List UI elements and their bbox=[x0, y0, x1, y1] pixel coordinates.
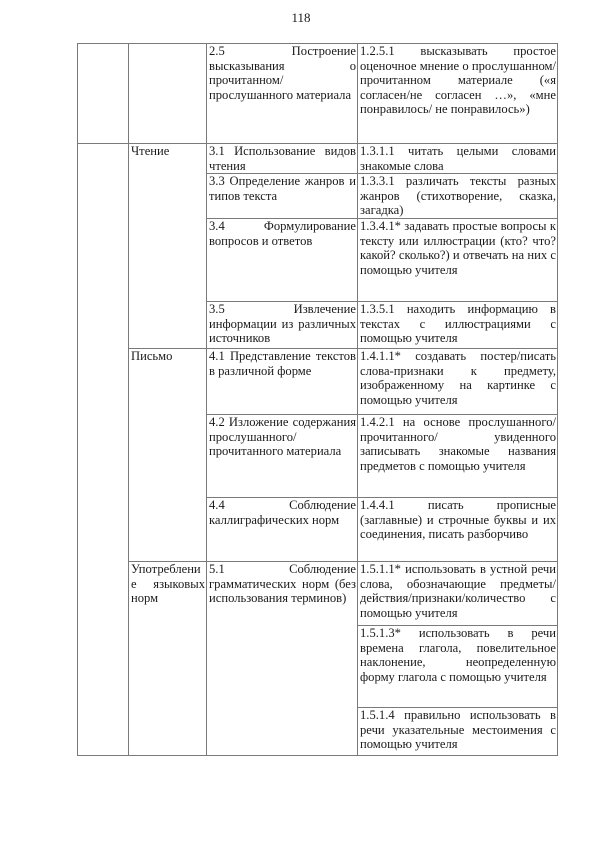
topic-cell: 4.4 Соблюдение каллиграфических норм bbox=[207, 498, 358, 562]
objective-cell: 1.4.4.1 писать прописные (заглавные) и строчные буквы и их соединения, писать разборчиво bbox=[358, 498, 558, 562]
objective-cell: 1.5.1.3* использовать в речи времена глагола, повелительное наклонение, неопределенную форму глагола с помощью учителя bbox=[358, 626, 558, 708]
section-cell: Употребление языковых норм bbox=[129, 562, 207, 756]
table-row bbox=[78, 562, 558, 626]
empty-cell bbox=[78, 144, 129, 756]
objective-cell: 1.4.1.1* создавать постер/писать слова-признаки к предмету, изображенному на картинке с помощью учителя bbox=[358, 349, 558, 415]
objective-cell: 1.3.4.1* задавать простые вопросы к тексту или иллюстрации (кто? что? какой? сколько?) и отвечать на них с помощью учителя bbox=[358, 219, 558, 302]
section-cell: Письмо bbox=[129, 349, 207, 562]
objective-cell: 1.2.5.1 высказывать простое оценочное мнение о прослушанном/прочитанном материале («я согласен/не согласен …», «мне понравилось/ не понравилось») bbox=[358, 44, 558, 144]
objective-cell: 1.3.3.1 различать тексты разных жанров (стихотворение, сказка, загадка) bbox=[358, 174, 558, 219]
objective-cell: 1.3.1.1 читать целыми словами знакомые слова bbox=[358, 144, 558, 174]
objective-cell: 1.5.1.1* использовать в устной речи слова, обозначающие предметы/действия/признаки/количество с помощью учителя bbox=[358, 562, 558, 626]
table-row bbox=[78, 144, 558, 174]
objective-cell: 1.5.1.4 правильно использовать в речи указательные местоимения с помощью учителя bbox=[358, 708, 558, 756]
empty-cell bbox=[78, 44, 129, 144]
topic-cell: 2.5 Построение высказывания о прочитанном/прослушанного материала bbox=[207, 44, 358, 144]
topic-cell: 3.5 Извлечение информации из различных источников bbox=[207, 302, 358, 349]
curriculum-table bbox=[77, 43, 558, 756]
topic-cell: 3.1 Использование видов чтения bbox=[207, 144, 358, 174]
page-number: 118 bbox=[291, 10, 311, 25]
table-row bbox=[78, 349, 558, 415]
table-row bbox=[78, 44, 558, 144]
topic-cell: 3.4 Формулирование вопросов и ответов bbox=[207, 219, 358, 302]
topic-cell: 4.1 Представление текстов в различной форме bbox=[207, 349, 358, 415]
objective-cell: 1.4.2.1 на основе прослушанного/ прочитанного/ увиденного записывать знакомые названия предметов с помощью учителя bbox=[358, 415, 558, 498]
topic-cell: 3.3 Определение жанров и типов текста bbox=[207, 174, 358, 219]
objective-cell: 1.3.5.1 находить информацию в текстах с иллюстрациями с помощью учителя bbox=[358, 302, 558, 349]
section-cell bbox=[129, 44, 207, 144]
topic-cell: 4.2 Изложение содержания прослушанного/прочитанного материала bbox=[207, 415, 358, 498]
topic-cell: 5.1 Соблюдение грамматических норм (без использования терминов) bbox=[207, 562, 358, 756]
section-cell: Чтение bbox=[129, 144, 207, 349]
